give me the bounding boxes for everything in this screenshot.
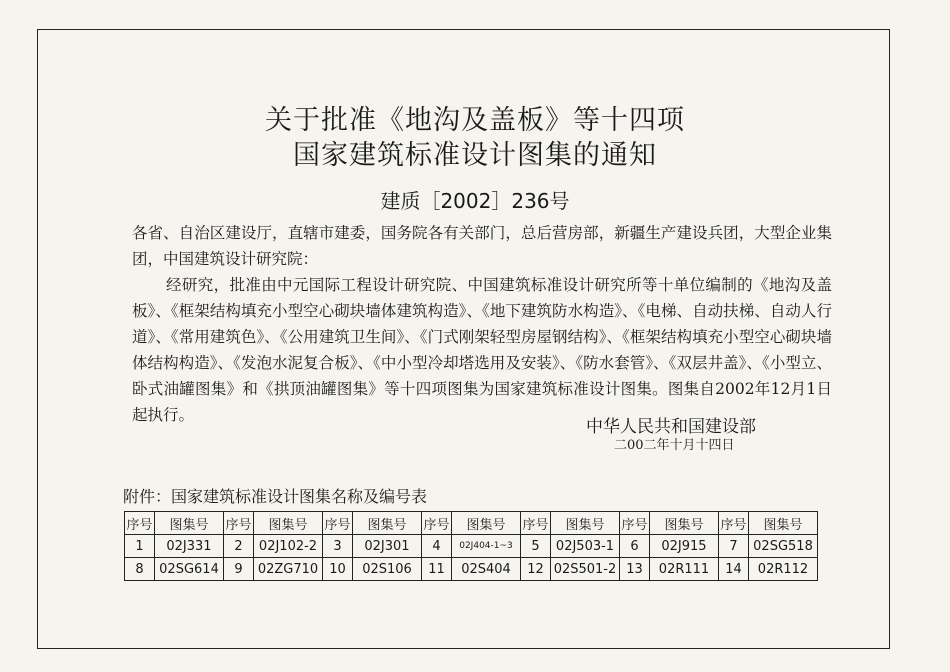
header-code: 图集号 — [551, 512, 620, 535]
header-num: 序号 — [521, 512, 551, 535]
header-code: 图集号 — [353, 512, 422, 535]
header-num: 序号 — [620, 512, 650, 535]
cell-code: 02J503-1 — [551, 535, 620, 558]
header-num: 序号 — [323, 512, 353, 535]
cell-code: 02J331 — [155, 535, 224, 558]
cell-num: 4 — [422, 535, 452, 558]
header-code: 图集号 — [254, 512, 323, 535]
cell-code: 02J102-2 — [254, 535, 323, 558]
cell-code: 02S106 — [353, 558, 422, 581]
cell-code: 02S404 — [452, 558, 521, 581]
attachment-title: 附件：国家建筑标准设计图集名称及编号表 — [123, 487, 428, 506]
table-header-row — [125, 512, 818, 535]
title-line-2: 国家建筑标准设计图集的通知 — [293, 140, 657, 171]
cell-num: 13 — [620, 558, 650, 581]
issuing-authority: 中华人民共和国建设部 — [586, 417, 756, 437]
cell-code: 02J404-1~3 — [452, 535, 521, 558]
cell-num: 14 — [719, 558, 749, 581]
cell-num: 1 — [125, 535, 155, 558]
header-num: 序号 — [719, 512, 749, 535]
cell-code: 02SG614 — [155, 558, 224, 581]
cell-num: 3 — [323, 535, 353, 558]
cell-num: 5 — [521, 535, 551, 558]
title-line-1: 关于批准《地沟及盖板》等十四项 — [265, 105, 685, 136]
header-code: 图集号 — [650, 512, 719, 535]
header-code: 图集号 — [749, 512, 818, 535]
cell-num: 12 — [521, 558, 551, 581]
cell-code: 02SG518 — [749, 535, 818, 558]
cell-num: 7 — [719, 535, 749, 558]
header-code: 图集号 — [452, 512, 521, 535]
body-paragraph: 经研究，批准由中元国际工程设计研究院、中国建筑标准设计研究所等十单位编制的《地沟及盖板》、《框架结构填充小型空心砌块墙体建筑构造》、《地下建筑防水构造》、《电梯、自动扶梯、自动人行道》、《常用建筑色》、《公用建筑卫生间》、《门式刚架轻型房屋钢结构》、《框架结构填充小型空心砌块墙体结构构造》、《发泡水泥复合板》、《中小型冷却塔选用及安装》、《防水套管》、《双层井盖》、《小型立、卧式油罐图集》和《拱顶油罐图集》等十四项图集为国家建筑标准设计图集。图集自2002年12月1日起执行。 — [132, 276, 832, 424]
header-code: 图集号 — [155, 512, 224, 535]
header-num: 序号 — [125, 512, 155, 535]
cell-code: 02J915 — [650, 535, 719, 558]
cell-code: 02R112 — [749, 558, 818, 581]
table-row — [125, 535, 818, 558]
header-num: 序号 — [422, 512, 452, 535]
cell-code: 02ZG710 — [254, 558, 323, 581]
cell-num: 9 — [224, 558, 254, 581]
cell-num: 6 — [620, 535, 650, 558]
header-num: 序号 — [224, 512, 254, 535]
cell-num: 10 — [323, 558, 353, 581]
recipients-paragraph: 各省、自治区建设厅，直辖市建委，国务院各有关部门，总后营房部，新疆生产建设兵团，大型企业集团，中国建筑设计研究院： — [132, 224, 832, 268]
document-number: 建质［2002］236号 — [380, 189, 570, 213]
cell-code: 02S501-2 — [551, 558, 620, 581]
cell-num: 11 — [422, 558, 452, 581]
table-row — [125, 558, 818, 581]
issue-date: 二00二年十月十四日 — [614, 438, 735, 453]
cell-code: 02J301 — [353, 535, 422, 558]
cell-num: 8 — [125, 558, 155, 581]
atlas-code-table — [124, 511, 818, 581]
cell-code: 02R111 — [650, 558, 719, 581]
cell-num: 2 — [224, 535, 254, 558]
